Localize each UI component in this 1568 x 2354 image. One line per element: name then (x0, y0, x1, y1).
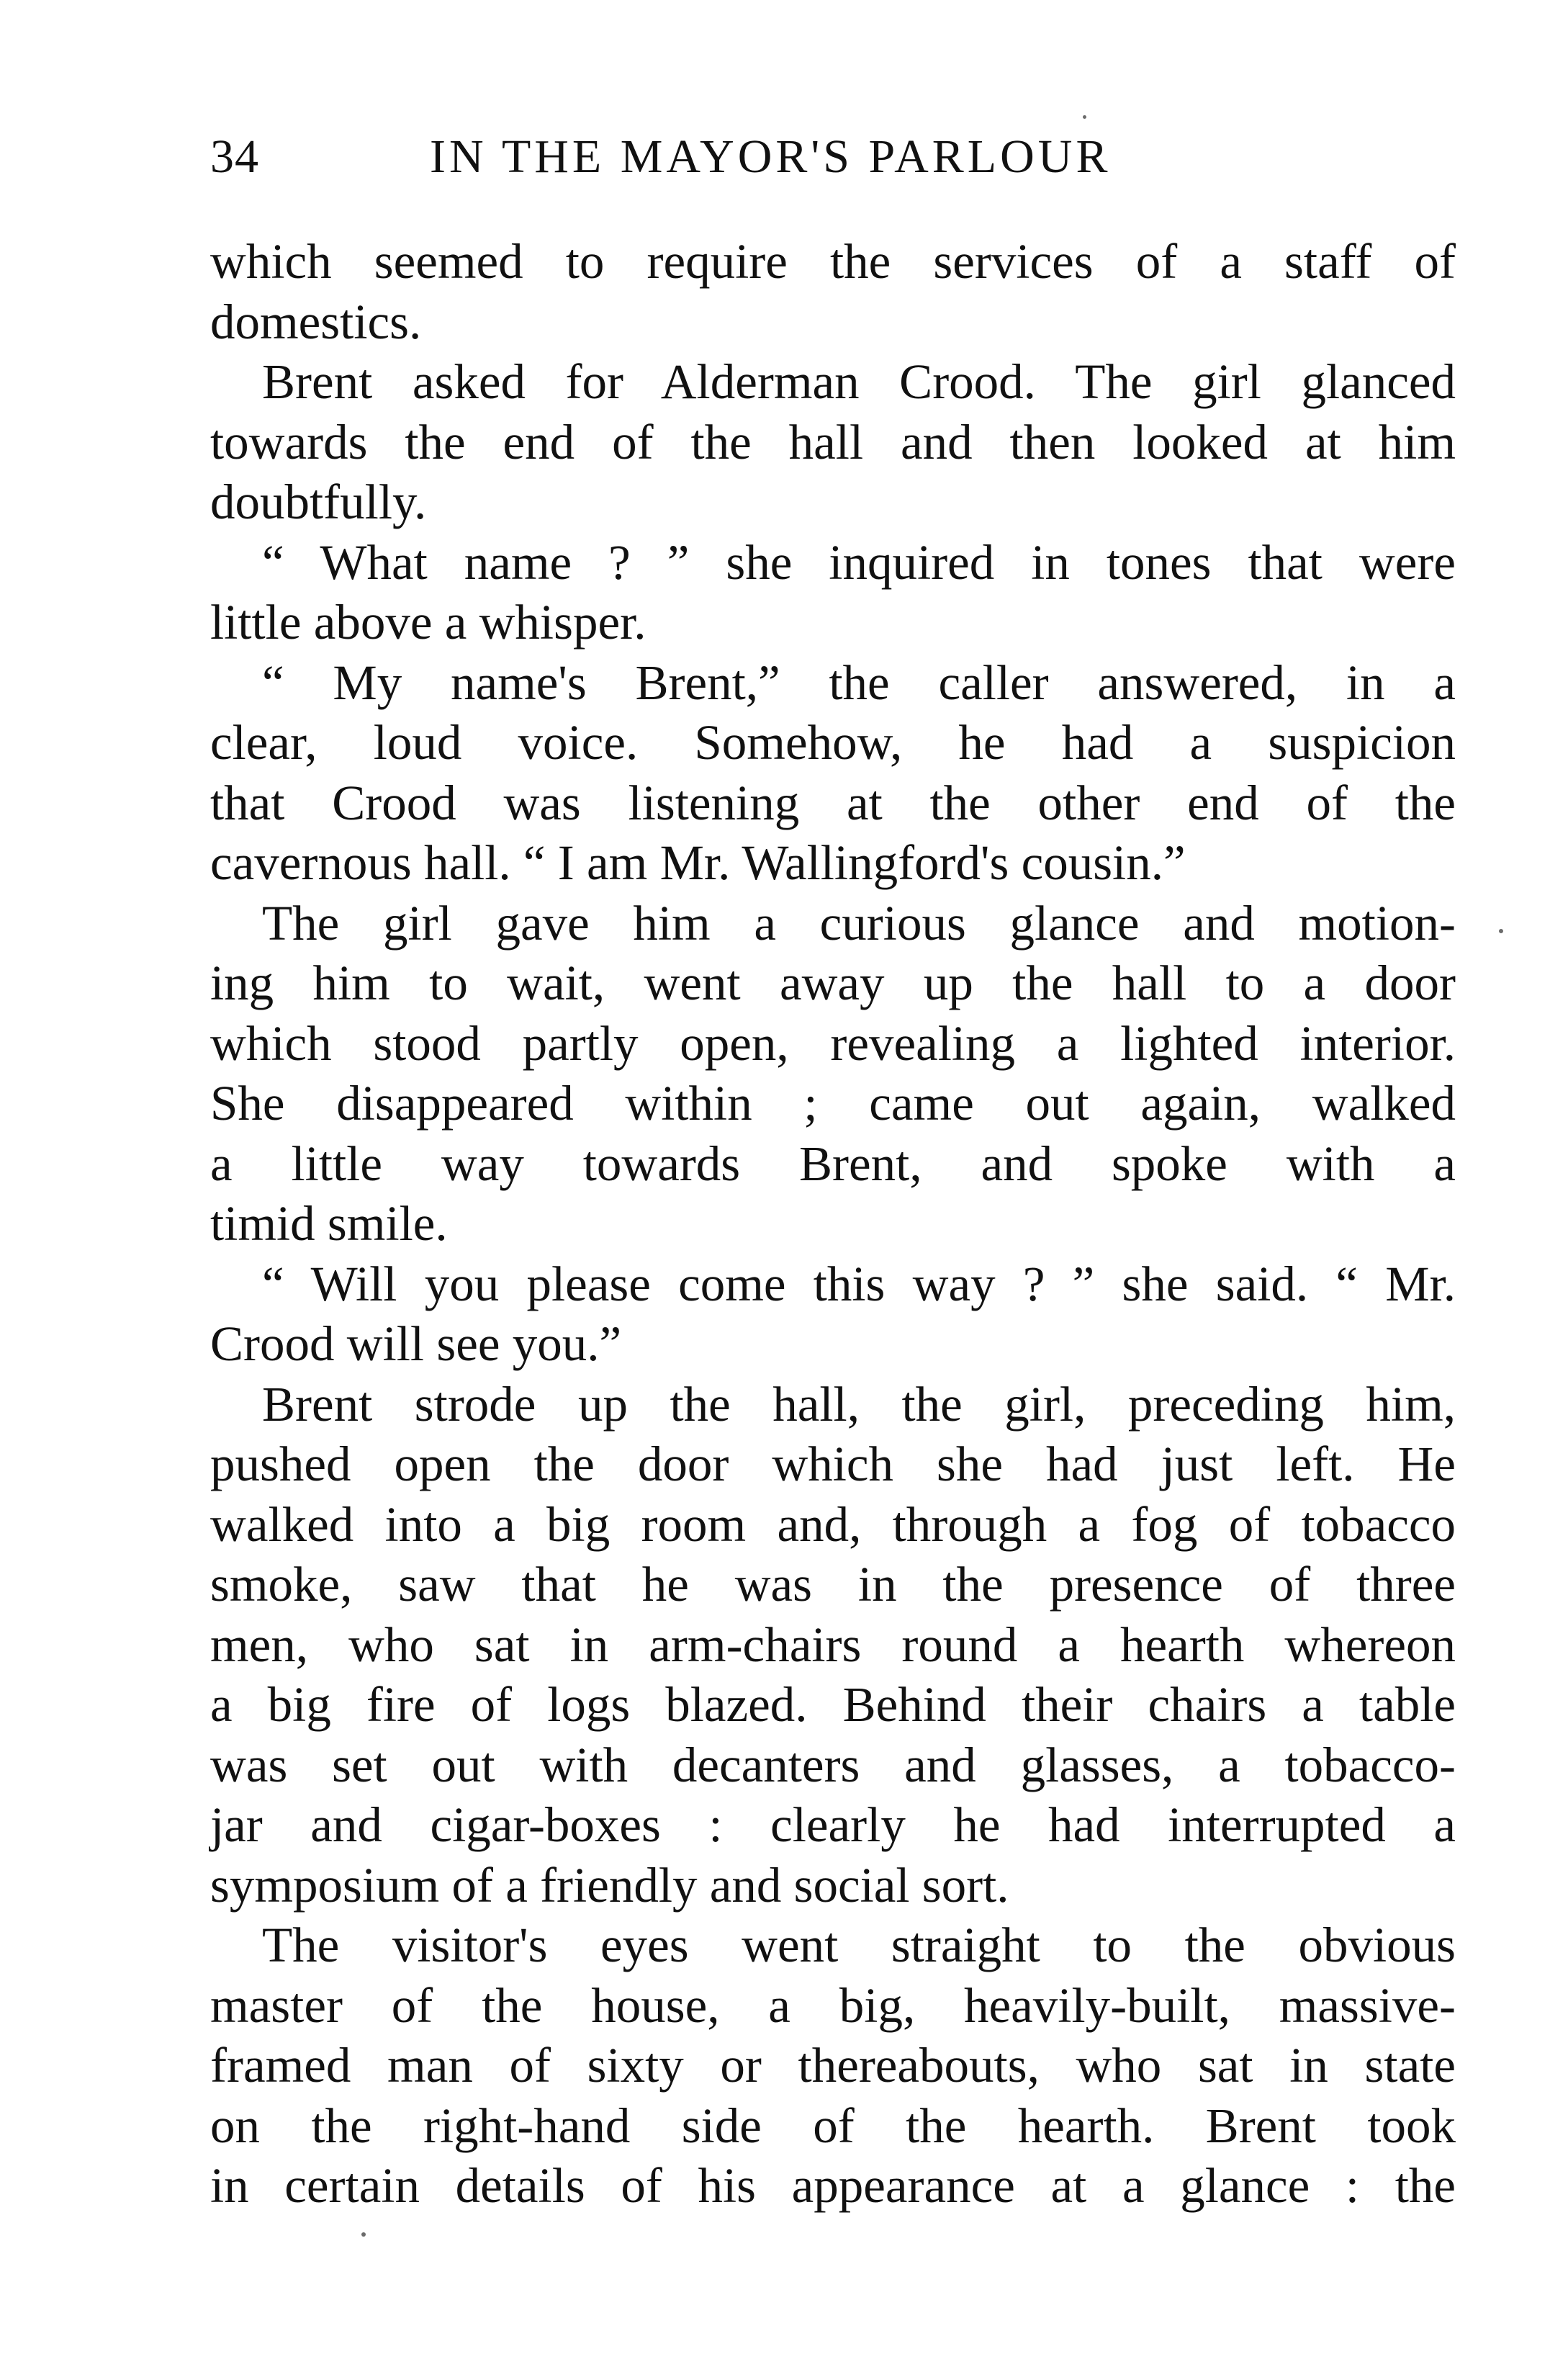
print-speck (1499, 929, 1503, 933)
text-line: walked into a big room and, through a fog of tobacco (210, 1496, 1456, 1552)
text-line: which seemed to require the services of a staff of (210, 234, 1456, 289)
text-line: in certain details of his appearance at a glance : the (210, 2158, 1456, 2213)
text-line: doubtfully. (210, 475, 427, 529)
text-line: symposium of a friendly and social sort. (210, 1857, 1009, 1913)
text-line: Brent asked for Alderman Crood. The girl glanced (262, 354, 1456, 409)
running-header (210, 121, 1456, 193)
text-line: a little way towards Brent, and spoke with a (210, 1136, 1456, 1191)
page-number: 34 (210, 130, 259, 183)
text-line: domestics. (210, 294, 422, 349)
text-line: towards the end of the hall and then looked at him (210, 414, 1456, 470)
text-line: on the right-hand side of the hearth. Brent took (210, 2098, 1456, 2153)
print-speck (1083, 115, 1086, 119)
text-line: framed man of sixty or thereabouts, who sat in state (210, 2038, 1456, 2093)
text-line: a big fire of logs blazed. Behind their chairs a table (210, 1677, 1456, 1732)
text-line: little above a whisper. (210, 595, 646, 650)
text-line: Crood will see you.” (210, 1316, 622, 1371)
running-title: IN THE MAYOR'S PARLOUR (430, 130, 1112, 183)
text-line: which stood partly open, revealing a lighted interior. (210, 1015, 1456, 1071)
text-line: was set out with decanters and glasses, a tobacco- (210, 1737, 1456, 1792)
text-line: “ Will you please come this way ? ” she said. “ Mr. (262, 1256, 1456, 1311)
text-line: ing him to wait, went away up the hall to a door (210, 956, 1456, 1010)
text-line: The visitor's eyes went straight to the obvious (262, 1918, 1456, 1972)
print-speck (361, 2232, 366, 2237)
text-line: men, who sat in arm-chairs round a hearth whereon (210, 1617, 1456, 1672)
text-line: smoke, saw that he was in the presence of three (210, 1557, 1456, 1612)
text-line: jar and cigar-boxes : clearly he had interrupted a (210, 1797, 1456, 1852)
text-line: Brent strode up the hall, the girl, preceding him, (262, 1376, 1456, 1432)
text-line: clear, loud voice. Somehow, he had a suspicion (210, 715, 1456, 770)
text-line: The girl gave him a curious glance and motion- (262, 895, 1456, 951)
text-line: “ My name's Brent,” the caller answered, in a (262, 655, 1456, 710)
body-text (210, 232, 1456, 2216)
text-line: She disappeared within ; came out again, walked (210, 1076, 1456, 1131)
text-line: master of the house, a big, heavily-built, massive- (210, 1977, 1456, 2033)
text-line: cavernous hall. “ I am Mr. Wallingford's cousin.” (210, 835, 1186, 890)
text-line: that Crood was listening at the other end of the (210, 775, 1456, 830)
text-line: timid smile. (210, 1196, 448, 1251)
text-line: pushed open the door which she had just left. He (210, 1437, 1456, 1491)
text-line: “ What name ? ” she inquired in tones that were (262, 534, 1456, 590)
